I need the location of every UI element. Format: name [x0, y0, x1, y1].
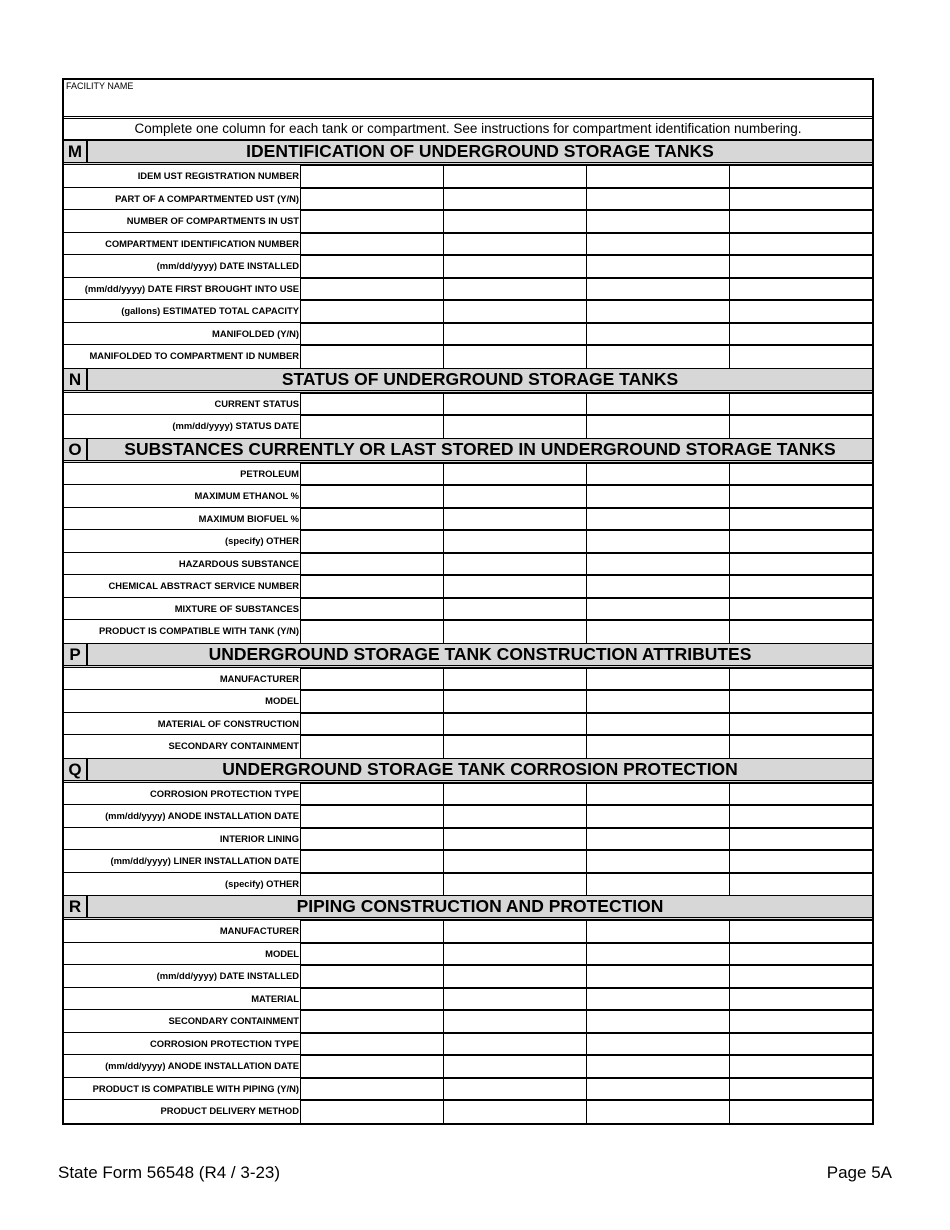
tank-entry-cell[interactable]: [587, 620, 730, 643]
field-label: CHEMICAL ABSTRACT SERVICE NUMBER: [64, 575, 301, 597]
form-row: [64, 278, 872, 301]
tank-entry-cell[interactable]: [301, 575, 444, 597]
field-label: COMPARTMENT IDENTIFICATION NUMBER: [64, 233, 301, 255]
form-sections: [64, 140, 872, 1123]
tank-entry-cell[interactable]: [301, 1033, 444, 1055]
field-label: (gallons) ESTIMATED TOTAL CAPACITY: [64, 300, 301, 322]
field-label: (mm/dd/yyyy) STATUS DATE: [64, 415, 301, 438]
form-row: [64, 255, 872, 278]
form-row: [64, 553, 872, 576]
tank-entry-cell[interactable]: [587, 828, 730, 850]
tank-entry-cell[interactable]: [730, 1033, 872, 1055]
tank-entry-cell[interactable]: [444, 1033, 587, 1055]
section-title: IDENTIFICATION OF UNDERGROUND STORAGE TANKS: [246, 141, 714, 161]
section-title: UNDERGROUND STORAGE TANK CONSTRUCTION ATTRIBUTES: [208, 643, 752, 664]
tank-entry-cell[interactable]: [730, 393, 872, 415]
tank-entry-cell[interactable]: [730, 165, 872, 187]
form-row: [64, 530, 872, 553]
field-label: CORROSION PROTECTION TYPE: [64, 1033, 301, 1055]
tank-entry-cell[interactable]: [587, 278, 730, 300]
tank-entry-cell[interactable]: [730, 805, 872, 827]
form-row: [64, 965, 872, 988]
tank-entry-cell[interactable]: [301, 988, 444, 1010]
tank-entry-cell[interactable]: [730, 1078, 872, 1100]
tank-entry-cell[interactable]: [444, 233, 587, 255]
field-label: MODEL: [64, 690, 301, 712]
tank-entry-cell[interactable]: [587, 920, 730, 942]
section-header: [64, 140, 872, 165]
tank-entry-cell[interactable]: [444, 188, 587, 210]
tank-entry-cell[interactable]: [444, 943, 587, 965]
form-row: [64, 668, 872, 691]
tank-entry-cell[interactable]: [587, 690, 730, 712]
tank-entry-cell[interactable]: [730, 553, 872, 575]
tank-entry-cell[interactable]: [301, 965, 444, 987]
field-label: MATERIAL: [64, 988, 301, 1010]
tank-entry-cell[interactable]: [587, 553, 730, 575]
field-label: IDEM UST REGISTRATION NUMBER: [64, 165, 301, 187]
tank-entry-cell[interactable]: [730, 415, 872, 438]
form-row: [64, 713, 872, 736]
section-body: [64, 463, 872, 643]
tank-entry-cell[interactable]: [730, 668, 872, 690]
field-label: MAXIMUM BIOFUEL %: [64, 508, 301, 530]
tank-entry-cell[interactable]: [444, 530, 587, 552]
section-title: SUBSTANCES CURRENTLY OR LAST STORED IN UNDERGROUND STORAGE TANKS: [124, 438, 836, 459]
tank-entry-cell[interactable]: [730, 1055, 872, 1077]
field-label: MATERIAL OF CONSTRUCTION: [64, 713, 301, 735]
tank-entry-cell[interactable]: [301, 873, 444, 896]
tank-entry-cell[interactable]: [444, 508, 587, 530]
form-row: [64, 300, 872, 323]
section-header: [64, 368, 872, 393]
section-header: [64, 438, 872, 463]
tank-entry-cell[interactable]: [587, 1033, 730, 1055]
tank-entry-cell[interactable]: [587, 530, 730, 552]
form-row: [64, 345, 872, 368]
tank-entry-cell[interactable]: [444, 620, 587, 643]
tank-entry-cell[interactable]: [444, 850, 587, 872]
field-label: MODEL: [64, 943, 301, 965]
field-label: MANIFOLDED TO COMPARTMENT ID NUMBER: [64, 345, 301, 368]
field-label: NUMBER OF COMPARTMENTS IN UST: [64, 210, 301, 232]
field-label: PRODUCT IS COMPATIBLE WITH PIPING (Y/N): [64, 1078, 301, 1100]
form-row: [64, 1033, 872, 1056]
tank-entry-cell[interactable]: [587, 598, 730, 620]
field-label: (mm/dd/yyyy) ANODE INSTALLATION DATE: [64, 805, 301, 827]
tank-entry-cell[interactable]: [730, 1010, 872, 1032]
section-body: [64, 393, 872, 438]
tank-entry-cell[interactable]: [301, 713, 444, 735]
form-row: [64, 920, 872, 943]
tank-entry-cell[interactable]: [444, 713, 587, 735]
tank-entry-cell[interactable]: [587, 393, 730, 415]
tank-entry-cell[interactable]: [730, 323, 872, 345]
form-row: [64, 873, 872, 896]
field-label: (specify) OTHER: [64, 873, 301, 896]
field-label: CURRENT STATUS: [64, 393, 301, 415]
tank-entry-cell[interactable]: [587, 508, 730, 530]
tank-entry-cell[interactable]: [730, 735, 872, 758]
form-row: [64, 828, 872, 851]
form-row: [64, 463, 872, 486]
field-label: CORROSION PROTECTION TYPE: [64, 783, 301, 805]
field-label: (mm/dd/yyyy) LINER INSTALLATION DATE: [64, 850, 301, 872]
form-row: [64, 1010, 872, 1033]
tank-entry-cell[interactable]: [301, 920, 444, 942]
tank-entry-cell[interactable]: [730, 850, 872, 872]
tank-entry-cell[interactable]: [587, 485, 730, 507]
form-row: [64, 575, 872, 598]
form-row: [64, 598, 872, 621]
tank-entry-cell[interactable]: [587, 783, 730, 805]
tank-entry-cell[interactable]: [301, 668, 444, 690]
tank-entry-cell[interactable]: [730, 713, 872, 735]
tank-entry-cell[interactable]: [587, 323, 730, 345]
tank-entry-cell[interactable]: [301, 300, 444, 322]
form-row: [64, 233, 872, 256]
tank-entry-cell[interactable]: [730, 345, 872, 368]
tank-entry-cell[interactable]: [301, 485, 444, 507]
tank-entry-cell[interactable]: [587, 210, 730, 232]
tank-entry-cell[interactable]: [301, 598, 444, 620]
tank-entry-cell[interactable]: [730, 828, 872, 850]
section-header: [64, 895, 872, 920]
tank-entry-cell[interactable]: [301, 850, 444, 872]
form-row: [64, 988, 872, 1011]
tank-entry-cell[interactable]: [730, 463, 872, 485]
tank-entry-cell[interactable]: [587, 965, 730, 987]
section-title: STATUS OF UNDERGROUND STORAGE TANKS: [281, 368, 679, 389]
tank-entry-cell[interactable]: [730, 620, 872, 643]
tank-entry-cell[interactable]: [301, 1100, 444, 1123]
field-label: HAZARDOUS SUBSTANCE: [64, 553, 301, 575]
tank-entry-cell[interactable]: [587, 943, 730, 965]
field-label: SECONDARY CONTAINMENT: [64, 1010, 301, 1032]
tank-entry-cell[interactable]: [730, 233, 872, 255]
tank-entry-cell[interactable]: [587, 415, 730, 438]
tank-entry-cell[interactable]: [444, 345, 587, 368]
tank-entry-cell[interactable]: [730, 943, 872, 965]
form-row: [64, 485, 872, 508]
tank-entry-cell[interactable]: [444, 828, 587, 850]
section-header: [64, 643, 872, 668]
tank-entry-cell[interactable]: [730, 188, 872, 210]
tank-entry-cell[interactable]: [444, 735, 587, 758]
tank-entry-cell[interactable]: [301, 553, 444, 575]
tank-entry-cell[interactable]: [444, 393, 587, 415]
form-row: [64, 1100, 872, 1123]
tank-entry-cell[interactable]: [730, 575, 872, 597]
tank-entry-cell[interactable]: [444, 485, 587, 507]
tank-entry-cell[interactable]: [301, 393, 444, 415]
tank-entry-cell[interactable]: [730, 485, 872, 507]
tank-entry-cell[interactable]: [444, 210, 587, 232]
tank-entry-cell[interactable]: [444, 1055, 587, 1077]
tank-entry-cell[interactable]: [301, 805, 444, 827]
tank-entry-cell[interactable]: [587, 735, 730, 758]
tank-entry-cell[interactable]: [301, 508, 444, 530]
tank-entry-cell[interactable]: [730, 508, 872, 530]
tank-entry-cell[interactable]: [444, 805, 587, 827]
tank-entry-cell[interactable]: [587, 233, 730, 255]
form-row: [64, 783, 872, 806]
tank-entry-cell[interactable]: [301, 323, 444, 345]
form-row: [64, 210, 872, 233]
tank-entry-cell[interactable]: [587, 713, 730, 735]
field-label: PART OF A COMPARTMENTED UST (Y/N): [64, 188, 301, 210]
tank-entry-cell[interactable]: [587, 165, 730, 187]
tank-entry-cell[interactable]: [444, 668, 587, 690]
tank-entry-cell[interactable]: [730, 598, 872, 620]
tank-entry-cell[interactable]: [444, 1100, 587, 1123]
section-letter: P: [64, 644, 88, 665]
tank-entry-cell[interactable]: [301, 463, 444, 485]
tank-entry-cell[interactable]: [444, 873, 587, 896]
tank-entry-cell[interactable]: [730, 988, 872, 1010]
tank-entry-cell[interactable]: [587, 850, 730, 872]
field-label: INTERIOR LINING: [64, 828, 301, 850]
tank-entry-cell[interactable]: [587, 805, 730, 827]
field-label: PRODUCT DELIVERY METHOD: [64, 1100, 301, 1123]
field-label: SECONDARY CONTAINMENT: [64, 735, 301, 758]
tank-entry-cell[interactable]: [730, 255, 872, 277]
tank-entry-cell[interactable]: [444, 255, 587, 277]
form-row: [64, 165, 872, 188]
tank-entry-cell[interactable]: [444, 988, 587, 1010]
tank-entry-cell[interactable]: [301, 530, 444, 552]
tank-entry-cell[interactable]: [587, 345, 730, 368]
form-row: [64, 323, 872, 346]
tank-entry-cell[interactable]: [730, 1100, 872, 1123]
tank-entry-cell[interactable]: [444, 165, 587, 187]
tank-entry-cell[interactable]: [301, 620, 444, 643]
section-body: [64, 920, 872, 1123]
tank-entry-cell[interactable]: [444, 690, 587, 712]
tank-entry-cell[interactable]: [587, 463, 730, 485]
field-label: (mm/dd/yyyy) DATE INSTALLED: [64, 255, 301, 277]
tank-entry-cell[interactable]: [444, 598, 587, 620]
tank-entry-cell[interactable]: [730, 690, 872, 712]
form-row: [64, 393, 872, 416]
field-label: MANUFACTURER: [64, 920, 301, 942]
section-letter: O: [64, 439, 88, 460]
tank-entry-cell[interactable]: [730, 210, 872, 232]
tank-entry-cell[interactable]: [301, 783, 444, 805]
form-row: [64, 620, 872, 643]
section-body: [64, 783, 872, 896]
field-label: (specify) OTHER: [64, 530, 301, 552]
instructions-text: Complete one column for each tank or compartment. See instructions for compartment identification numbering.: [64, 119, 872, 140]
tank-entry-cell[interactable]: [301, 943, 444, 965]
field-label: MAXIMUM ETHANOL %: [64, 485, 301, 507]
tank-entry-cell[interactable]: [587, 988, 730, 1010]
tank-entry-cell[interactable]: [301, 1055, 444, 1077]
field-label: PRODUCT IS COMPATIBLE WITH TANK (Y/N): [64, 620, 301, 643]
form-row: [64, 735, 872, 758]
facility-name-field[interactable]: [64, 80, 872, 119]
tank-entry-cell[interactable]: [301, 735, 444, 758]
form-row: [64, 690, 872, 713]
tank-entry-cell[interactable]: [730, 300, 872, 322]
field-label: (mm/dd/yyyy) DATE FIRST BROUGHT INTO USE: [64, 278, 301, 300]
form-row: [64, 1055, 872, 1078]
tank-entry-cell[interactable]: [301, 165, 444, 187]
form-row: [64, 508, 872, 531]
tank-entry-cell[interactable]: [444, 1010, 587, 1032]
form-row: [64, 805, 872, 828]
tank-entry-cell[interactable]: [730, 920, 872, 942]
tank-entry-cell[interactable]: [444, 553, 587, 575]
tank-entry-cell[interactable]: [587, 668, 730, 690]
section-title: UNDERGROUND STORAGE TANK CORROSION PROTECTION: [222, 758, 738, 779]
tank-entry-cell[interactable]: [301, 415, 444, 438]
section-body: [64, 165, 872, 368]
section-header: [64, 758, 872, 783]
tank-entry-cell[interactable]: [444, 278, 587, 300]
field-label: (mm/dd/yyyy) DATE INSTALLED: [64, 965, 301, 987]
field-label: PETROLEUM: [64, 463, 301, 485]
tank-entry-cell[interactable]: [587, 1100, 730, 1123]
tank-entry-cell[interactable]: [730, 965, 872, 987]
tank-entry-cell[interactable]: [444, 300, 587, 322]
tank-entry-cell[interactable]: [587, 1055, 730, 1077]
page-number: Page 5A: [826, 1163, 892, 1182]
tank-entry-cell[interactable]: [730, 530, 872, 552]
section-letter: Q: [64, 759, 88, 780]
field-label: MIXTURE OF SUBSTANCES: [64, 598, 301, 620]
form-row: [64, 1078, 872, 1101]
field-label: MANUFACTURER: [64, 668, 301, 690]
tank-entry-cell[interactable]: [587, 873, 730, 896]
tank-entry-cell[interactable]: [301, 210, 444, 232]
tank-entry-cell[interactable]: [587, 575, 730, 597]
tank-entry-cell[interactable]: [444, 575, 587, 597]
tank-entry-cell[interactable]: [301, 1010, 444, 1032]
ust-form: [62, 78, 874, 1125]
tank-entry-cell[interactable]: [730, 873, 872, 896]
tank-entry-cell[interactable]: [587, 1078, 730, 1100]
tank-entry-cell[interactable]: [444, 323, 587, 345]
field-label: MANIFOLDED (Y/N): [64, 323, 301, 345]
facility-name-label: FACILITY NAME: [66, 81, 134, 91]
tank-entry-cell[interactable]: [444, 920, 587, 942]
tank-entry-cell[interactable]: [301, 345, 444, 368]
tank-entry-cell[interactable]: [301, 255, 444, 277]
field-label: (mm/dd/yyyy) ANODE INSTALLATION DATE: [64, 1055, 301, 1077]
section-letter: N: [64, 369, 88, 390]
form-row: [64, 943, 872, 966]
form-row: [64, 850, 872, 873]
tank-entry-cell[interactable]: [444, 783, 587, 805]
tank-entry-cell[interactable]: [301, 233, 444, 255]
tank-entry-cell[interactable]: [301, 278, 444, 300]
section-letter: R: [64, 896, 88, 917]
form-number: State Form 56548 (R4 / 3-23): [58, 1163, 281, 1182]
form-row: [64, 415, 872, 438]
section-title: PIPING CONSTRUCTION AND PROTECTION: [296, 896, 664, 916]
tank-entry-cell[interactable]: [730, 783, 872, 805]
section-letter: M: [64, 141, 88, 162]
tank-entry-cell[interactable]: [444, 965, 587, 987]
tank-entry-cell[interactable]: [444, 1078, 587, 1100]
tank-entry-cell[interactable]: [587, 255, 730, 277]
tank-entry-cell[interactable]: [587, 188, 730, 210]
tank-entry-cell[interactable]: [301, 1078, 444, 1100]
tank-entry-cell[interactable]: [301, 188, 444, 210]
tank-entry-cell[interactable]: [587, 300, 730, 322]
tank-entry-cell[interactable]: [444, 463, 587, 485]
tank-entry-cell[interactable]: [301, 690, 444, 712]
tank-entry-cell[interactable]: [587, 1010, 730, 1032]
section-body: [64, 668, 872, 758]
tank-entry-cell[interactable]: [730, 278, 872, 300]
tank-entry-cell[interactable]: [444, 415, 587, 438]
form-row: [64, 188, 872, 211]
tank-entry-cell[interactable]: [301, 828, 444, 850]
